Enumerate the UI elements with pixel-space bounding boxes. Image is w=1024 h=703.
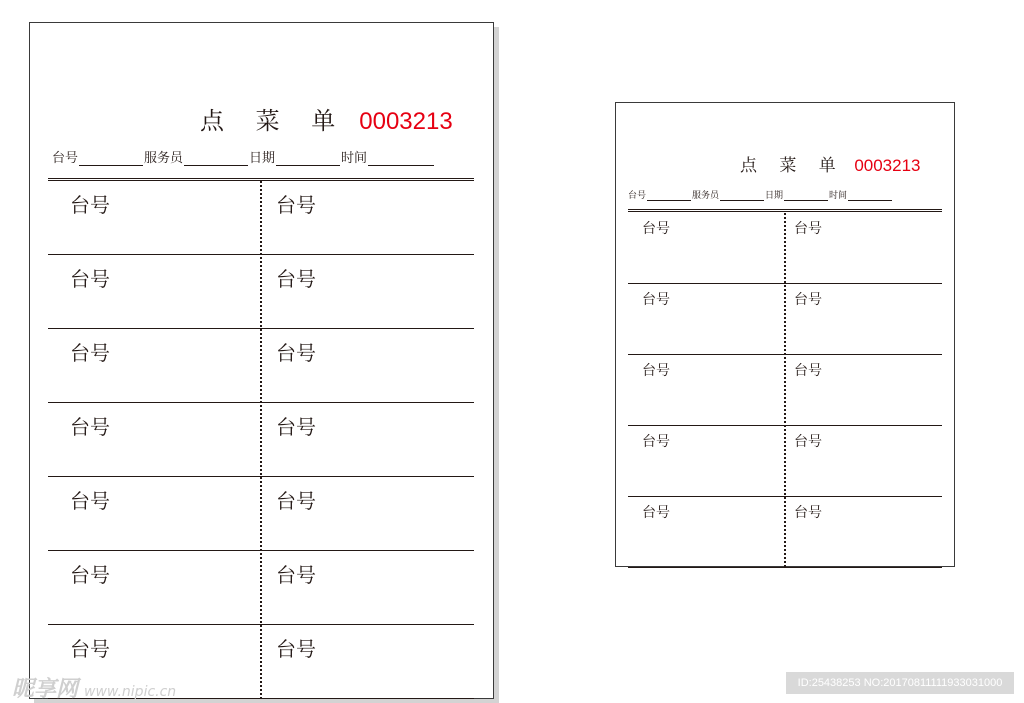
form-title bbox=[200, 101, 453, 136]
form-number: 0003213 bbox=[359, 108, 453, 135]
table-number-label-left: 台号 bbox=[642, 434, 670, 450]
table-number-label-left: 台号 bbox=[642, 292, 670, 308]
header-divider bbox=[628, 209, 942, 212]
table-number-label-right: 台号 bbox=[794, 363, 822, 379]
form-fields-row bbox=[628, 188, 893, 201]
table-number-label-right: 台号 bbox=[794, 221, 822, 237]
field-table-line bbox=[79, 151, 143, 166]
table-number-label-right: 台号 bbox=[276, 563, 316, 587]
order-form-small bbox=[615, 102, 955, 567]
watermark-url: www.nipic.cn bbox=[84, 684, 177, 700]
table-number-label-left: 台号 bbox=[70, 637, 110, 661]
field-table-label: 台号 bbox=[52, 151, 79, 166]
form-title-text: 点 菜 单 bbox=[200, 107, 348, 135]
form-fields-row bbox=[52, 147, 435, 166]
table-number-label-left: 台号 bbox=[70, 563, 110, 587]
table-number-label-left: 台号 bbox=[642, 363, 670, 379]
field-date-line bbox=[276, 151, 340, 166]
field-time-line bbox=[368, 151, 434, 166]
order-grid bbox=[628, 213, 942, 567]
field-time-label: 时间 bbox=[341, 151, 368, 166]
table-number-label-left: 台号 bbox=[642, 221, 670, 237]
field-waiter-label: 服务员 bbox=[692, 191, 720, 201]
table-number-label-left: 台号 bbox=[642, 505, 670, 521]
table-number-label-left: 台号 bbox=[70, 415, 110, 439]
table-number-label-right: 台号 bbox=[276, 637, 316, 661]
watermark bbox=[12, 672, 176, 703]
field-date-label: 日期 bbox=[765, 191, 784, 201]
table-number-label-right: 台号 bbox=[276, 415, 316, 439]
field-table-label: 台号 bbox=[628, 191, 647, 201]
image-id-bar: ID:25438253 NO:20170811111933031000 bbox=[786, 672, 1014, 694]
watermark-brand: 昵享网 bbox=[12, 677, 79, 702]
table-number-label-right: 台号 bbox=[794, 505, 822, 521]
table-number-label-right: 台号 bbox=[794, 292, 822, 308]
table-number-label-left: 台号 bbox=[70, 267, 110, 291]
perforation-line bbox=[784, 213, 786, 567]
field-table-line bbox=[647, 190, 691, 201]
form-title bbox=[740, 151, 921, 176]
table-number-label-right: 台号 bbox=[276, 267, 316, 291]
table-number-label-right: 台号 bbox=[794, 434, 822, 450]
perforation-line bbox=[260, 181, 262, 699]
table-number-label-left: 台号 bbox=[70, 193, 110, 217]
field-date-label: 日期 bbox=[249, 151, 276, 166]
table-number-label-left: 台号 bbox=[70, 341, 110, 365]
form-number: 0003213 bbox=[854, 156, 921, 175]
field-date-line bbox=[784, 190, 828, 201]
table-number-label-left: 台号 bbox=[70, 489, 110, 513]
field-time-label: 时间 bbox=[829, 191, 848, 201]
table-number-label-right: 台号 bbox=[276, 193, 316, 217]
field-waiter-label: 服务员 bbox=[144, 151, 184, 166]
field-waiter-line bbox=[720, 190, 764, 201]
table-number-label-right: 台号 bbox=[276, 341, 316, 365]
form-title-text: 点 菜 单 bbox=[740, 156, 845, 176]
order-form-large bbox=[29, 22, 494, 699]
field-waiter-line bbox=[184, 151, 248, 166]
order-grid bbox=[48, 181, 474, 699]
table-number-label-right: 台号 bbox=[276, 489, 316, 513]
field-time-line bbox=[848, 190, 892, 201]
